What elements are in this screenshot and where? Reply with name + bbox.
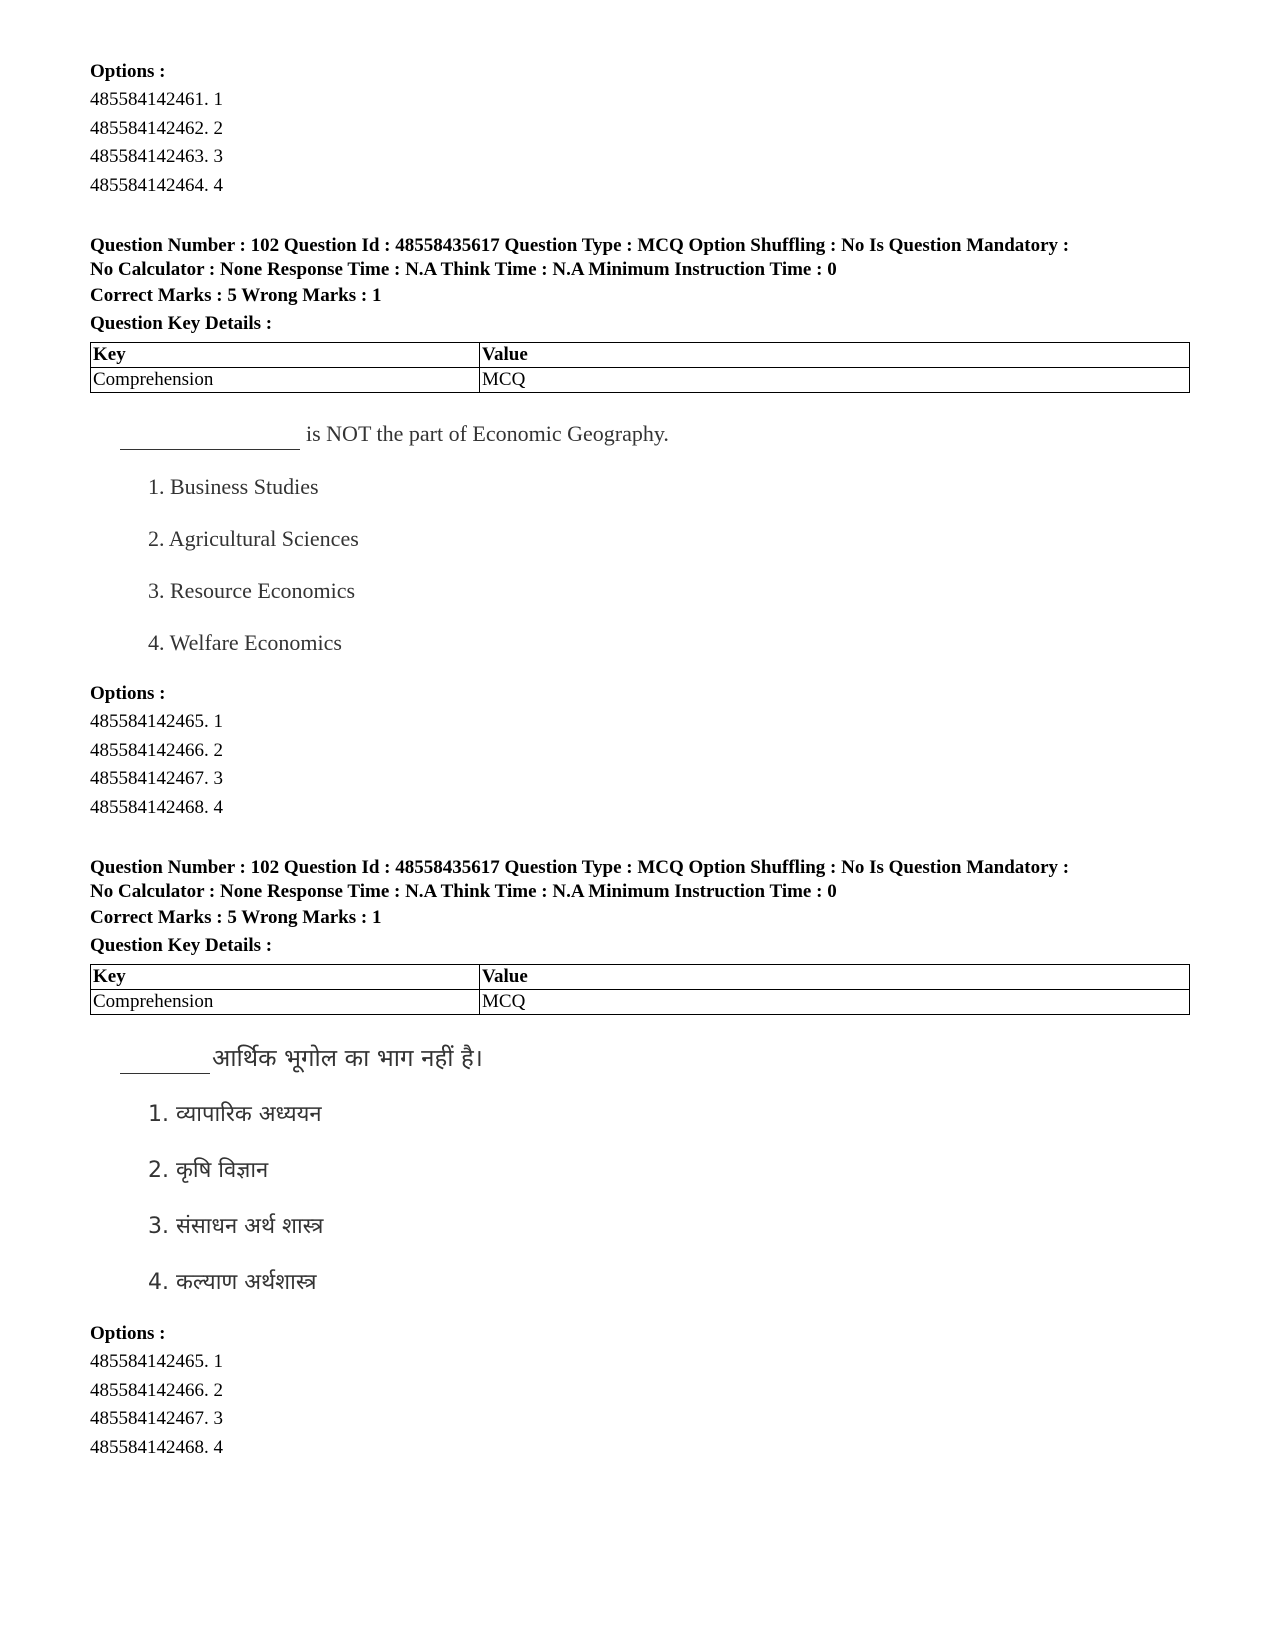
table-cell-value: MCQ [480, 368, 1190, 393]
question-stem-text: आर्थिक भूगोल का भाग नहीं है। [212, 1044, 483, 1072]
marks-line: Correct Marks : 5 Wrong Marks : 1 [90, 907, 382, 928]
question-content [120, 1043, 1190, 1298]
question-stem-text: is NOT the part of Economic Geography. [306, 421, 669, 446]
choice-item: 4. Welfare Economics [148, 630, 342, 655]
options-label: Options : [90, 683, 166, 704]
option-item: 485584142461. 1 [90, 89, 223, 110]
question-header-line-2: No Calculator : None Response Time : N.A Think Time : N.A Minimum Instruction Time : 0 [90, 881, 837, 902]
option-item: 485584142466. 2 [90, 1379, 223, 1401]
key-details-label: Question Key Details : [90, 313, 273, 334]
options-list [90, 86, 1190, 200]
top-options-block [90, 58, 1190, 200]
table-cell-value: MCQ [480, 990, 1190, 1015]
option-item: 485584142467. 3 [90, 1408, 223, 1429]
table-header-key: Key [91, 343, 480, 368]
answer-blank [120, 419, 300, 450]
table-cell-key: Comprehension [91, 368, 480, 393]
choice-item: 2. कृषि विज्ञान [148, 1158, 269, 1183]
option-item: 485584142467. 3 [90, 768, 223, 789]
table-header-key: Key [91, 965, 480, 990]
option-item: 485584142465. 1 [90, 1351, 223, 1372]
options-label: Options : [90, 1323, 166, 1344]
marks-line: Correct Marks : 5 Wrong Marks : 1 [90, 285, 382, 306]
key-details-label: Question Key Details : [90, 935, 273, 956]
choice-item: 3. Resource Economics [148, 578, 356, 603]
option-item: 485584142466. 2 [90, 739, 223, 761]
option-item: 485584142468. 4 [90, 796, 223, 818]
option-item: 485584142464. 4 [90, 174, 223, 196]
choice-item: 4. कल्याण अर्थशास्त्र [148, 1270, 317, 1295]
table-header-row [91, 965, 1190, 990]
option-item: 485584142462. 2 [90, 117, 223, 139]
key-details-table [90, 342, 1190, 393]
options-label: Options : [90, 61, 166, 82]
question-content [120, 419, 1190, 658]
document-page [90, 58, 1190, 1462]
option-item: 485584142465. 1 [90, 711, 223, 732]
question-stem [120, 419, 1190, 450]
question-header-line-1: Question Number : 102 Question Id : 48558435617 Question Type : MCQ Option Shuffling : No Is Question Mandatory : [90, 857, 1070, 878]
options-list [90, 708, 1190, 822]
table-header-row [91, 343, 1190, 368]
options-list [90, 1348, 1190, 1462]
question-block-hindi [90, 856, 1190, 1462]
table-header-value: Value [480, 965, 1190, 990]
answer-blank [120, 1043, 210, 1074]
choice-item: 1. Business Studies [148, 474, 319, 499]
table-row [91, 368, 1190, 393]
table-row [91, 990, 1190, 1015]
options-block [90, 680, 1190, 822]
question-header-line-1: Question Number : 102 Question Id : 48558435617 Question Type : MCQ Option Shuffling : No Is Question Mandatory : [90, 235, 1070, 256]
question-stem [120, 1043, 1190, 1074]
option-item: 485584142468. 4 [90, 1436, 223, 1458]
option-item: 485584142463. 3 [90, 146, 223, 167]
options-block [90, 1320, 1190, 1462]
choice-item: 3. संसाधन अर्थ शास्त्र [148, 1214, 324, 1239]
question-block-english [90, 234, 1190, 822]
choice-item: 1. व्यापारिक अध्ययन [148, 1102, 322, 1127]
key-details-table [90, 964, 1190, 1015]
table-cell-key: Comprehension [91, 990, 480, 1015]
table-header-value: Value [480, 343, 1190, 368]
question-header-line-2: No Calculator : None Response Time : N.A Think Time : N.A Minimum Instruction Time : 0 [90, 259, 837, 280]
choice-item: 2. Agricultural Sciences [148, 526, 359, 551]
